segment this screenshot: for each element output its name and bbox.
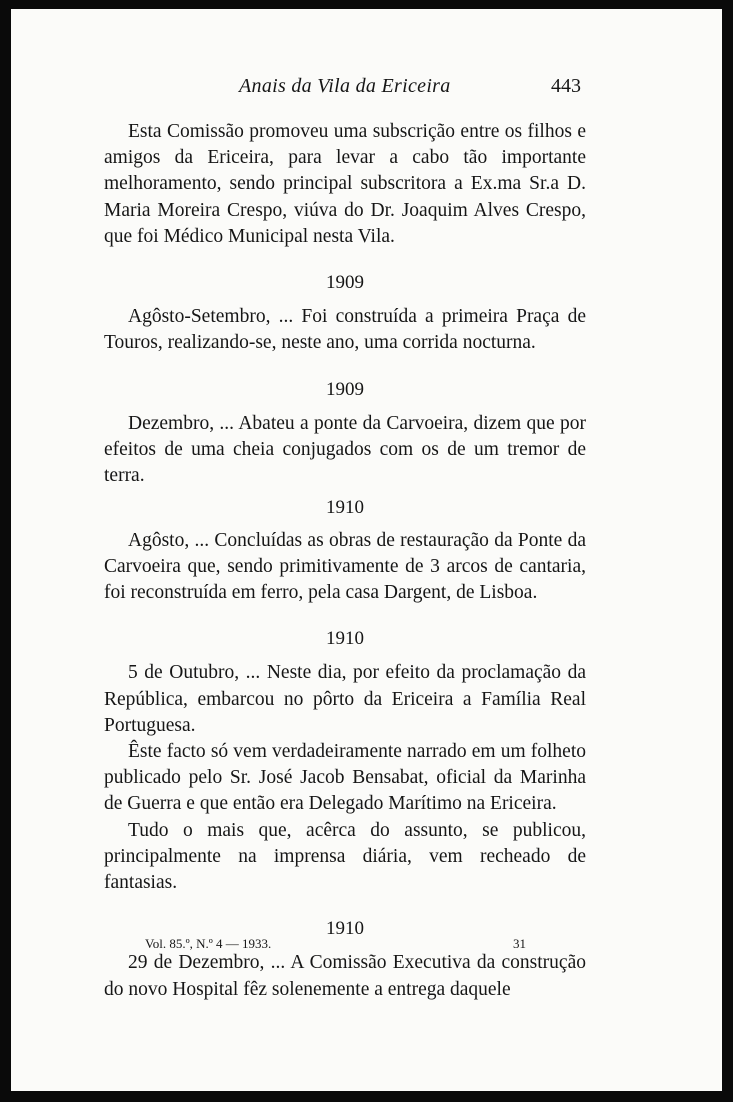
paragraph-hospital: 29 de Dezembro, ... A Comissão Executiva da construção do novo Hospital fêz solenemente a entrega daquele <box>104 952 586 1000</box>
signature-mark: 31 <box>513 936 526 951</box>
volume-footer: Vol. 85.º, N.º 4 — 1933. <box>145 936 272 951</box>
paragraph-royal-family: 5 de Outubro, ... Neste dia, por efeito da proclamação da República, embarcou no pôrto da Ericeira a Família Real Portuguesa. <box>104 662 586 736</box>
year-heading: 1910 <box>326 628 364 650</box>
paragraph-commission: Esta Comissão promoveu uma subscrição entre os filhos e amigos da Ericeira, para levar a cabo tão importante melhoramento, sendo principal subscritora a Ex.ma Sr.a D. Maria Moreira Crespo, viúva do Dr. Joaquim Alves Crespo, que foi Médico Municipal nesta Vila. <box>104 121 586 247</box>
year-heading: 1909 <box>326 272 364 294</box>
year-heading: 1910 <box>326 497 364 519</box>
running-header-title: Anais da Vila da Ericeira <box>239 75 451 97</box>
paragraph-bridge-restoration: Agôsto, ... Concluídas as obras de restauração da Ponte da Carvoeira que, sendo primitivamente de 3 arcos de cantaria, foi reconstruída em ferro, pela casa Dargent, de Lisboa. <box>104 529 586 604</box>
year-heading: 1910 <box>326 918 364 940</box>
paragraph-bridge-collapse: Dezembro, ... Abateu a ponte da Carvoeira, dizem que por efeitos de uma cheia conjugados com os de um tremor de terra. <box>104 412 586 487</box>
paragraph-fantasies: Tudo o mais que, acêrca do assunto, se publicou, principalmente na imprensa diária, vem recheado de fantasias. <box>104 819 586 894</box>
page-number: 443 <box>551 75 581 97</box>
year-heading: 1909 <box>326 378 364 400</box>
body-text <box>104 119 586 1003</box>
document-page <box>11 9 722 1091</box>
paragraph-bullring: Agôsto-Setembro, ... Foi construída a primeira Praça de Touros, realizando-se, neste ano, uma corrida nocturna. <box>104 306 586 354</box>
paragraph-pamphlet: Êste facto só vem verdadeiramente narrado em um folheto publicado pelo Sr. José Jacob Bensabat, oficial da Marinha de Guerra e que então era Delegado Marítimo na Ericeira. <box>104 741 586 815</box>
